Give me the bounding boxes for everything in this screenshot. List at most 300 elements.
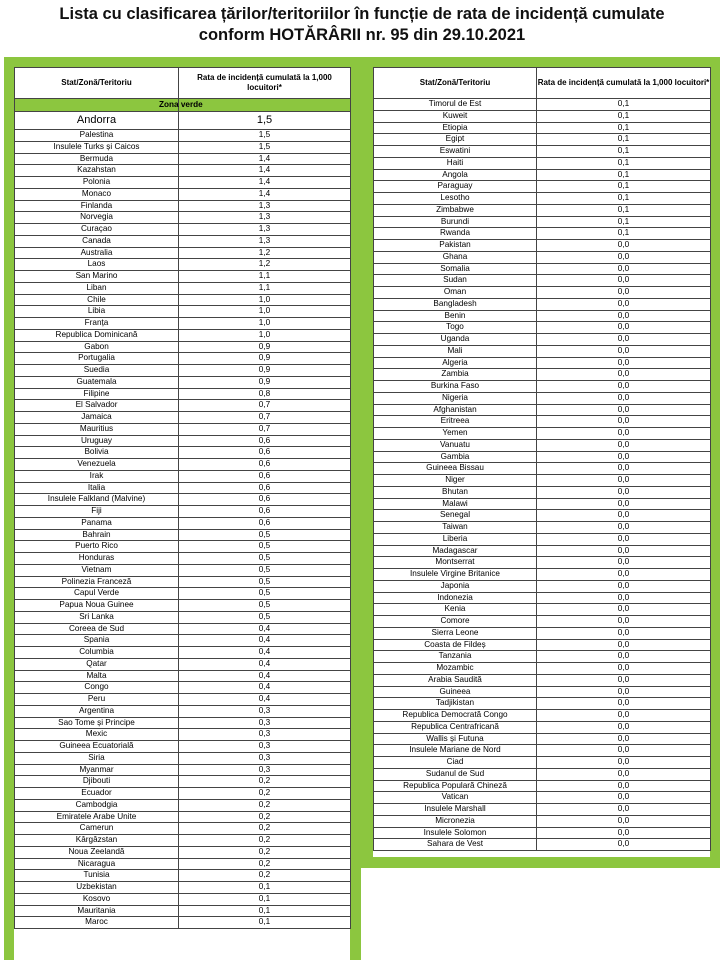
right-table-row: [374, 792, 711, 804]
incidence-rate: 0,6: [179, 435, 351, 447]
country-name: Canada: [15, 235, 179, 247]
country-name: Polonia: [15, 177, 179, 189]
left-table-row: [15, 647, 351, 659]
country-name: Guineea Ecuatorială: [15, 741, 179, 753]
country-name: Afghanistan: [374, 404, 537, 416]
incidence-rate: 1,0: [179, 294, 351, 306]
right-table-row: [374, 616, 711, 628]
zone-label-cell-empty: [15, 99, 179, 112]
right-table-row: [374, 710, 711, 722]
country-name: Sahara de Vest: [374, 839, 537, 851]
country-name: Tunisia: [15, 870, 179, 882]
country-name: Ecuador: [15, 788, 179, 800]
incidence-rate: 0,7: [179, 412, 351, 424]
country-name: Insulele Solomon: [374, 827, 537, 839]
incidence-rate: 0,0: [537, 322, 711, 334]
right-table-row: [374, 134, 711, 146]
country-name: Gambia: [374, 451, 537, 463]
country-name: Nicaragua: [15, 858, 179, 870]
incidence-rate: 0,5: [179, 588, 351, 600]
incidence-rate: 0,4: [179, 647, 351, 659]
incidence-rate: 0,9: [179, 365, 351, 377]
country-name: Norvegia: [15, 212, 179, 224]
left-table-row: [15, 811, 351, 823]
country-name: Qatar: [15, 658, 179, 670]
left-table-row: [15, 506, 351, 518]
incidence-rate: 0,0: [537, 557, 711, 569]
incidence-rate: 0,0: [537, 498, 711, 510]
right-table-row: [374, 204, 711, 216]
incidence-rate: 0,6: [179, 517, 351, 529]
incidence-rate: 1,2: [179, 259, 351, 271]
left-table-row: [15, 564, 351, 576]
country-name: Algeria: [374, 357, 537, 369]
incidence-rate: 0,0: [537, 381, 711, 393]
incidence-rate: 0,3: [179, 741, 351, 753]
incidence-rate: 1,2: [179, 247, 351, 259]
incidence-rate: 1,5: [179, 141, 351, 153]
left-table-row: [15, 553, 351, 565]
incidence-rate: 1,3: [179, 212, 351, 224]
country-name: Siria: [15, 752, 179, 764]
right-table-row: [374, 827, 711, 839]
incidence-rate: 0,5: [179, 600, 351, 612]
country-name: Wallis și Futuna: [374, 733, 537, 745]
country-name: Franța: [15, 318, 179, 330]
country-name: Camerun: [15, 823, 179, 835]
right-table-row: [374, 498, 711, 510]
country-name: Angola: [374, 169, 537, 181]
incidence-rate: 0,5: [179, 529, 351, 541]
country-name: Kuweit: [374, 110, 537, 122]
right-table: [373, 67, 711, 851]
country-name: Cambodgia: [15, 799, 179, 811]
country-name: Timorul de Est: [374, 99, 537, 111]
country-name: Insulele Turks și Caicos: [15, 141, 179, 153]
left-table-row: [15, 705, 351, 717]
right-table-row: [374, 345, 711, 357]
incidence-rate: 0,0: [537, 780, 711, 792]
country-name: Arabia Saudită: [374, 674, 537, 686]
left-table-row: [15, 435, 351, 447]
country-name: Somalia: [374, 263, 537, 275]
left-table-row: [15, 353, 351, 365]
left-table-row: [15, 130, 351, 142]
incidence-rate: 0,9: [179, 353, 351, 365]
incidence-rate: 0,0: [537, 510, 711, 522]
incidence-rate: 0,0: [537, 522, 711, 534]
incidence-rate: 0,0: [537, 651, 711, 663]
country-name: Ghana: [374, 251, 537, 263]
incidence-rate: 1,4: [179, 153, 351, 165]
right-table-row: [374, 122, 711, 134]
left-table-row: [15, 682, 351, 694]
country-name: San Marino: [15, 271, 179, 283]
right-table-row: [374, 651, 711, 663]
left-table-row: [15, 459, 351, 471]
left-table-row: [15, 611, 351, 623]
incidence-rate: 0,1: [179, 905, 351, 917]
country-name: Mauritania: [15, 905, 179, 917]
incidence-rate: 0,7: [179, 400, 351, 412]
right-table-row: [374, 181, 711, 193]
incidence-rate: 0,2: [179, 846, 351, 858]
left-table-row: [15, 893, 351, 905]
country-name: Yemen: [374, 428, 537, 440]
right-table-row: [374, 310, 711, 322]
right-table-row: [374, 287, 711, 299]
country-name: Puerto Rico: [15, 541, 179, 553]
right-table-row: [374, 463, 711, 475]
left-table-row: [15, 423, 351, 435]
right-table-row: [374, 627, 711, 639]
left-table: [14, 67, 351, 929]
country-name: Italia: [15, 482, 179, 494]
left-table-row: [15, 200, 351, 212]
incidence-rate: 0,0: [537, 592, 711, 604]
left-table-row: [15, 482, 351, 494]
incidence-rate: 0,1: [537, 204, 711, 216]
right-table-row: [374, 298, 711, 310]
country-name: Mauritius: [15, 423, 179, 435]
right-table-row: [374, 698, 711, 710]
incidence-rate: 0,2: [179, 788, 351, 800]
country-name: Emiratele Arabe Unite: [15, 811, 179, 823]
country-name: Burkina Faso: [374, 381, 537, 393]
left-table-row: [15, 882, 351, 894]
incidence-rate: 0,0: [537, 792, 711, 804]
incidence-rate: 1,0: [179, 329, 351, 341]
country-name: Sudanul de Sud: [374, 768, 537, 780]
zone-label: Zona verde: [179, 99, 351, 112]
country-name: Peru: [15, 694, 179, 706]
country-name: Liban: [15, 282, 179, 294]
right-table-row: [374, 110, 711, 122]
country-name: Eritreea: [374, 416, 537, 428]
left-table-row: [15, 905, 351, 917]
right-table-row: [374, 228, 711, 240]
left-table-row: [15, 365, 351, 377]
left-table-row: [15, 717, 351, 729]
country-name: Micronezia: [374, 815, 537, 827]
incidence-rate: 1,4: [179, 177, 351, 189]
country-name: Zimbabwe: [374, 204, 537, 216]
right-table-row: [374, 510, 711, 522]
country-name: Kenia: [374, 604, 537, 616]
left-table-row: [15, 259, 351, 271]
incidence-rate: 0,3: [179, 764, 351, 776]
country-name: Guineea: [374, 686, 537, 698]
country-name: Indonezia: [374, 592, 537, 604]
incidence-rate: 0,0: [537, 710, 711, 722]
right-table-row: [374, 486, 711, 498]
incidence-rate: 0,4: [179, 658, 351, 670]
country-name: Insulele Falkland (Malvine): [15, 494, 179, 506]
incidence-rate: 0,0: [537, 827, 711, 839]
incidence-rate: 0,0: [537, 334, 711, 346]
right-table-row: [374, 815, 711, 827]
country-name: Suedia: [15, 365, 179, 377]
country-name: Laos: [15, 259, 179, 271]
country-name: Maroc: [15, 917, 179, 929]
right-table-row: [374, 99, 711, 111]
right-table-row: [374, 533, 711, 545]
left-table-panel: [14, 67, 350, 960]
country-name: Spania: [15, 635, 179, 647]
country-name: Republica Centrafricană: [374, 721, 537, 733]
incidence-rate: 0,2: [179, 858, 351, 870]
country-name: Etiopia: [374, 122, 537, 134]
right-table-row: [374, 839, 711, 851]
incidence-rate: 0,6: [179, 459, 351, 471]
incidence-rate: 0,1: [537, 99, 711, 111]
country-name: Filipine: [15, 388, 179, 400]
incidence-rate: 0,0: [537, 768, 711, 780]
right-table-row: [374, 416, 711, 428]
incidence-rate: 0,1: [537, 193, 711, 205]
incidence-rate: 0,8: [179, 388, 351, 400]
country-name: Guineea Bissau: [374, 463, 537, 475]
left-table-row: [15, 247, 351, 259]
incidence-rate: 0,4: [179, 623, 351, 635]
left-table-row: [15, 600, 351, 612]
incidence-rate: 0,2: [179, 776, 351, 788]
incidence-rate: 0,0: [537, 357, 711, 369]
header-country-right: Stat/Zonă/Teritoriu: [374, 68, 537, 99]
left-table-row: [15, 846, 351, 858]
country-name: Insulele Marshall: [374, 804, 537, 816]
incidence-rate: 0,0: [537, 674, 711, 686]
left-table-row: [15, 235, 351, 247]
right-table-row: [374, 392, 711, 404]
right-table-row: [374, 663, 711, 675]
incidence-rate: 0,5: [179, 576, 351, 588]
right-table-row: [374, 804, 711, 816]
left-table-row: [15, 799, 351, 811]
country-name: Gabon: [15, 341, 179, 353]
incidence-rate: 0,1: [537, 228, 711, 240]
incidence-rate: 0,0: [537, 804, 711, 816]
left-table-row: [15, 635, 351, 647]
country-name: Insulele Virgine Britanice: [374, 569, 537, 581]
country-name: Argentina: [15, 705, 179, 717]
incidence-rate: 0,0: [537, 569, 711, 581]
left-table-row: [15, 729, 351, 741]
country-name: Liberia: [374, 533, 537, 545]
left-table-row: [15, 376, 351, 388]
right-table-row: [374, 768, 711, 780]
right-table-row: [374, 240, 711, 252]
country-name: Kazahstan: [15, 165, 179, 177]
right-table-row: [374, 686, 711, 698]
left-table-row: [15, 623, 351, 635]
right-table-panel: [373, 67, 710, 857]
incidence-rate: 0,3: [179, 705, 351, 717]
incidence-rate: 0,0: [537, 815, 711, 827]
incidence-rate: 0,0: [537, 392, 711, 404]
left-table-row: [15, 400, 351, 412]
country-name: Sri Lanka: [15, 611, 179, 623]
incidence-rate: 0,1: [179, 882, 351, 894]
right-table-row: [374, 780, 711, 792]
incidence-rate: 0,2: [179, 835, 351, 847]
country-name: Rwanda: [374, 228, 537, 240]
left-table-row: [15, 188, 351, 200]
incidence-rate: 0,9: [179, 341, 351, 353]
right-table-row: [374, 216, 711, 228]
incidence-rate: 0,4: [179, 682, 351, 694]
right-table-row: [374, 604, 711, 616]
country-name: Madagascar: [374, 545, 537, 557]
country-name: Vietnam: [15, 564, 179, 576]
left-table-row: [15, 764, 351, 776]
incidence-rate: 1,5: [179, 130, 351, 142]
incidence-rate: 0,1: [537, 181, 711, 193]
country-name: Kosovo: [15, 893, 179, 905]
country-name: Palestina: [15, 130, 179, 142]
incidence-rate: 0,0: [537, 451, 711, 463]
country-name: Vanuatu: [374, 439, 537, 451]
incidence-rate: 0,4: [179, 694, 351, 706]
left-table-row: [15, 141, 351, 153]
country-name: Nigeria: [374, 392, 537, 404]
country-name: Bolivia: [15, 447, 179, 459]
country-name: Jamaica: [15, 412, 179, 424]
country-name: Republica Populară Chineză: [374, 780, 537, 792]
right-table-row: [374, 334, 711, 346]
country-name: Malawi: [374, 498, 537, 510]
left-table-row: [15, 788, 351, 800]
left-table-row: [15, 917, 351, 929]
left-table-row: [15, 329, 351, 341]
incidence-rate: 0,1: [537, 157, 711, 169]
incidence-rate: 0,1: [537, 122, 711, 134]
incidence-rate: 0,3: [179, 729, 351, 741]
incidence-rate: 0,0: [537, 486, 711, 498]
country-name: Fiji: [15, 506, 179, 518]
incidence-rate: 1,0: [179, 306, 351, 318]
header-rate-right: Rata de incidență cumulată la 1,000 locuitori*: [537, 68, 711, 99]
incidence-rate: 0,5: [179, 553, 351, 565]
incidence-rate: 0,0: [537, 439, 711, 451]
country-name: Chile: [15, 294, 179, 306]
incidence-rate: 0,6: [179, 470, 351, 482]
left-table-row: [15, 412, 351, 424]
country-name: Niger: [374, 475, 537, 487]
page-title: [0, 4, 724, 46]
right-table-row: [374, 757, 711, 769]
right-table-row: [374, 169, 711, 181]
left-table-row: [15, 658, 351, 670]
left-table-row: [15, 177, 351, 189]
incidence-rate: 0,0: [537, 616, 711, 628]
country-name: Pakistan: [374, 240, 537, 252]
right-table-row: [374, 439, 711, 451]
left-table-row: [15, 341, 351, 353]
right-table-row: [374, 545, 711, 557]
country-name: Eswatini: [374, 146, 537, 158]
country-name: Egipt: [374, 134, 537, 146]
left-table-row: [15, 271, 351, 283]
left-table-row: [15, 694, 351, 706]
incidence-rate: 0,2: [179, 823, 351, 835]
country-name: Bhutan: [374, 486, 537, 498]
incidence-rate: 0,0: [537, 580, 711, 592]
incidence-rate: 0,6: [179, 494, 351, 506]
incidence-rate: 0,6: [179, 506, 351, 518]
right-table-row: [374, 157, 711, 169]
country-name: El Salvador: [15, 400, 179, 412]
country-name: Republica Dominicană: [15, 329, 179, 341]
left-table-row: [15, 282, 351, 294]
incidence-rate: 0,0: [537, 545, 711, 557]
country-name: Bermuda: [15, 153, 179, 165]
incidence-rate: 0,0: [537, 428, 711, 440]
incidence-rate: 0,0: [537, 416, 711, 428]
incidence-rate: 0,1: [537, 110, 711, 122]
country-name: Coasta de Fildeș: [374, 639, 537, 651]
incidence-rate: 0,1: [179, 917, 351, 929]
incidence-rate: 0,3: [179, 717, 351, 729]
right-table-row: [374, 674, 711, 686]
incidence-rate: 1,3: [179, 235, 351, 247]
country-name: Coreea de Sud: [15, 623, 179, 635]
country-name: Paraguay: [374, 181, 537, 193]
incidence-rate: 1,0: [179, 318, 351, 330]
left-table-row: [15, 858, 351, 870]
left-table-row: [15, 741, 351, 753]
incidence-rate: 0,4: [179, 635, 351, 647]
country-name: Irak: [15, 470, 179, 482]
country-name: Myanmar: [15, 764, 179, 776]
country-name: Panama: [15, 517, 179, 529]
incidence-rate: 0,2: [179, 799, 351, 811]
incidence-rate: 0,0: [537, 639, 711, 651]
right-table-row: [374, 322, 711, 334]
incidence-rate: 0,0: [537, 298, 711, 310]
country-name: Sudan: [374, 275, 537, 287]
left-table-row: [15, 776, 351, 788]
title-line-2: conform HOTĂRÂRII nr. 95 din 29.10.2021: [198, 26, 526, 44]
incidence-rate: 0,0: [537, 369, 711, 381]
country-name: Uruguay: [15, 435, 179, 447]
left-table-row: [15, 447, 351, 459]
incidence-rate: 1,5: [179, 112, 351, 130]
right-table-row: [374, 569, 711, 581]
incidence-rate: 1,1: [179, 282, 351, 294]
incidence-rate: 0,0: [537, 745, 711, 757]
incidence-rate: 0,0: [537, 287, 711, 299]
country-name: Taiwan: [374, 522, 537, 534]
country-name: Mozambic: [374, 663, 537, 675]
incidence-rate: 0,0: [537, 686, 711, 698]
incidence-rate: 0,4: [179, 670, 351, 682]
left-table-row: [15, 494, 351, 506]
right-table-row: [374, 522, 711, 534]
right-table-row: [374, 404, 711, 416]
country-name: Polinezia Franceză: [15, 576, 179, 588]
country-name: Tanzania: [374, 651, 537, 663]
country-name: Uganda: [374, 334, 537, 346]
incidence-rate: 0,2: [179, 870, 351, 882]
right-table-row: [374, 193, 711, 205]
country-name: Guatemala: [15, 376, 179, 388]
country-name: Libia: [15, 306, 179, 318]
country-name: Papua Noua Guinee: [15, 600, 179, 612]
left-table-row: [15, 576, 351, 588]
incidence-rate: 0,1: [537, 146, 711, 158]
country-name: Kârgâzstan: [15, 835, 179, 847]
